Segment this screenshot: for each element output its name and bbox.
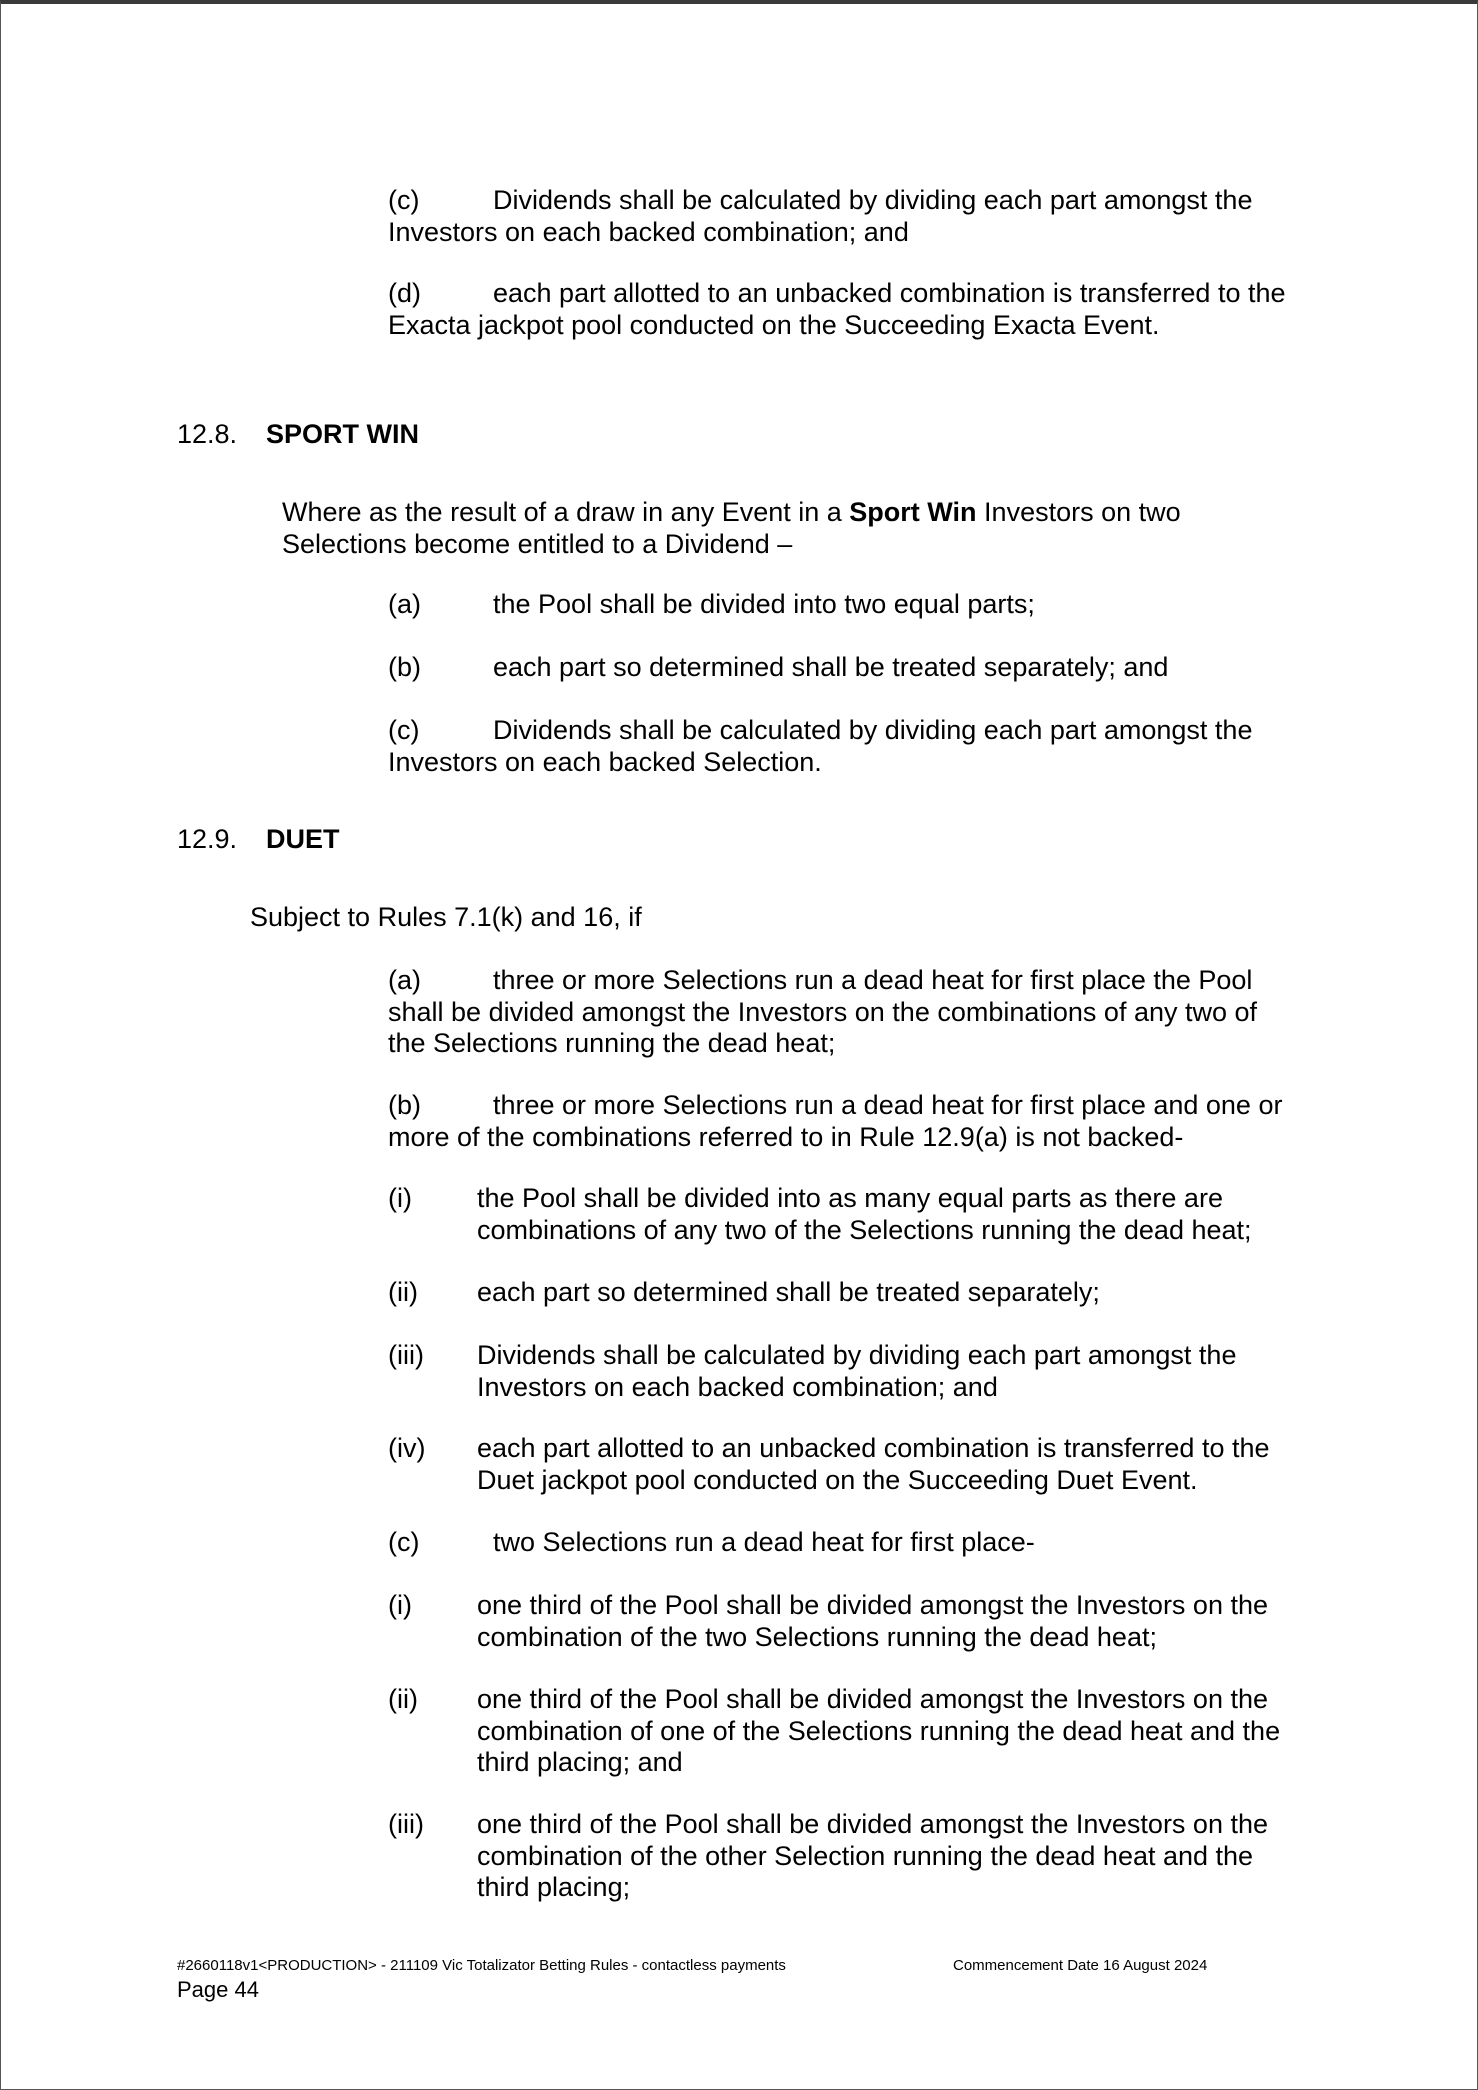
carryover-item-c (388, 185, 1252, 248)
item-text-line: one third of the Pool shall be divided amongst the Investors on the (477, 1590, 1269, 1620)
item-label: (i) (388, 1590, 412, 1620)
section-intro-12-9: Subject to Rules 7.1(k) and 16, if (250, 902, 642, 932)
item-text-line: Investors on each backed Selection. (388, 746, 822, 777)
intro-bold-term: Sport Win (849, 497, 977, 527)
item-label: (c) (388, 185, 420, 215)
item-label: (a) (388, 589, 421, 619)
item-label: (c) (388, 1527, 420, 1557)
carryover-item-d (388, 278, 1286, 341)
footer-commencement-date: Commencement Date 16 August 2024 (953, 1957, 1208, 1974)
intro-text: Selections become entitled to a Dividend – (282, 528, 793, 559)
item-text-line: Exacta jackpot pool conducted on the Succeeding Exacta Event. (388, 309, 1160, 340)
item-text-line: combination of the two Selections running the dead heat; (477, 1621, 1157, 1652)
section-heading-12-8 (177, 419, 419, 450)
intro-text: Investors on two (976, 497, 1181, 527)
item-label: (i) (388, 1183, 412, 1213)
item-text-line: the Pool shall be divided into as many equal parts as there are (477, 1183, 1223, 1213)
item-text-line: third placing; and (477, 1747, 683, 1777)
item-text-line: more of the combinations referred to in Rule 12.9(a) is not backed- (388, 1121, 1184, 1152)
item-label: (iv) (388, 1433, 426, 1463)
item-label: (d) (388, 278, 421, 308)
item-text-line: Dividends shall be calculated by dividing each part amongst the (477, 1340, 1237, 1370)
item-text-line: one third of the Pool shall be divided amongst the Investors on the (477, 1809, 1269, 1839)
duet-item-b-iv (388, 1433, 1270, 1496)
intro-text: Where as the result of a draw in any Event in a (282, 497, 850, 527)
item-label: (iii) (388, 1809, 424, 1839)
item-text-line: each part allotted to an unbacked combination is transferred to the (477, 1433, 1270, 1463)
section-title: DUET (266, 824, 340, 854)
item-text-line: combinations of any two of the Selections running the dead heat; (477, 1214, 1252, 1245)
duet-item-c-iii (388, 1809, 1268, 1904)
item-label: (ii) (388, 1684, 418, 1714)
duet-item-a (388, 965, 1257, 1060)
item-text-line: Dividends shall be calculated by dividing each part amongst the (493, 715, 1253, 745)
item-text-line: each part so determined shall be treated separately; (477, 1277, 1100, 1307)
item-text-line: the Pool shall be divided into two equal parts; (493, 589, 1035, 619)
item-text-line: shall be divided amongst the Investors on the combinations of any two of (388, 996, 1258, 1027)
section-intro-12-8 (282, 497, 1181, 560)
item-text-line: Investors on each backed combination; and (477, 1371, 998, 1402)
duet-item-b-i (388, 1183, 1252, 1246)
section-number: 12.8. (177, 419, 238, 449)
item-text-line: third placing; (477, 1872, 631, 1902)
section-number: 12.9. (177, 824, 238, 854)
item-label: (iii) (388, 1340, 424, 1370)
item-text-line: Investors on each backed combination; and (388, 216, 909, 247)
duet-item-c-ii (388, 1684, 1280, 1779)
duet-item-c (388, 1527, 1035, 1559)
duet-item-c-i (388, 1590, 1268, 1653)
item-label: (ii) (388, 1277, 418, 1307)
item-label: (c) (388, 715, 420, 745)
item-text-line: one third of the Pool shall be divided amongst the Investors on the (477, 1684, 1269, 1714)
item-text-line: three or more Selections run a dead heat for first place the Pool (493, 965, 1253, 995)
item-label: (b) (388, 1090, 421, 1120)
item-text-line: combination of one of the Selections running the dead heat and the (477, 1715, 1281, 1746)
footer-doc-ref: #2660118v1<PRODUCTION> - 211109 Vic Totalizator Betting Rules - contactless payments (177, 1957, 786, 1974)
section-title: SPORT WIN (266, 419, 419, 449)
item-text-line: Dividends shall be calculated by dividing each part amongst the (493, 185, 1253, 215)
item-text-line: Duet jackpot pool conducted on the Succeeding Duet Event. (477, 1464, 1198, 1495)
sport-win-item-a (388, 589, 1035, 621)
sport-win-item-b (388, 652, 1168, 684)
item-text-line: three or more Selections run a dead heat for first place and one or (493, 1090, 1283, 1120)
item-text-line: each part so determined shall be treated separately; and (493, 652, 1169, 682)
duet-item-b-iii (388, 1340, 1236, 1403)
duet-item-b (388, 1090, 1282, 1153)
item-text-line: combination of the other Selection running the dead heat and the (477, 1840, 1254, 1871)
footer-page-number: Page 44 (177, 1977, 259, 2002)
duet-item-b-ii (388, 1277, 1100, 1309)
item-label: (a) (388, 965, 421, 995)
item-text-line: two Selections run a dead heat for first place- (493, 1527, 1035, 1557)
item-text-line: each part allotted to an unbacked combination is transferred to the (493, 278, 1286, 308)
sport-win-item-c (388, 715, 1252, 778)
item-label: (b) (388, 652, 421, 682)
item-text-line: the Selections running the dead heat; (388, 1028, 836, 1058)
section-heading-12-9 (177, 824, 340, 855)
